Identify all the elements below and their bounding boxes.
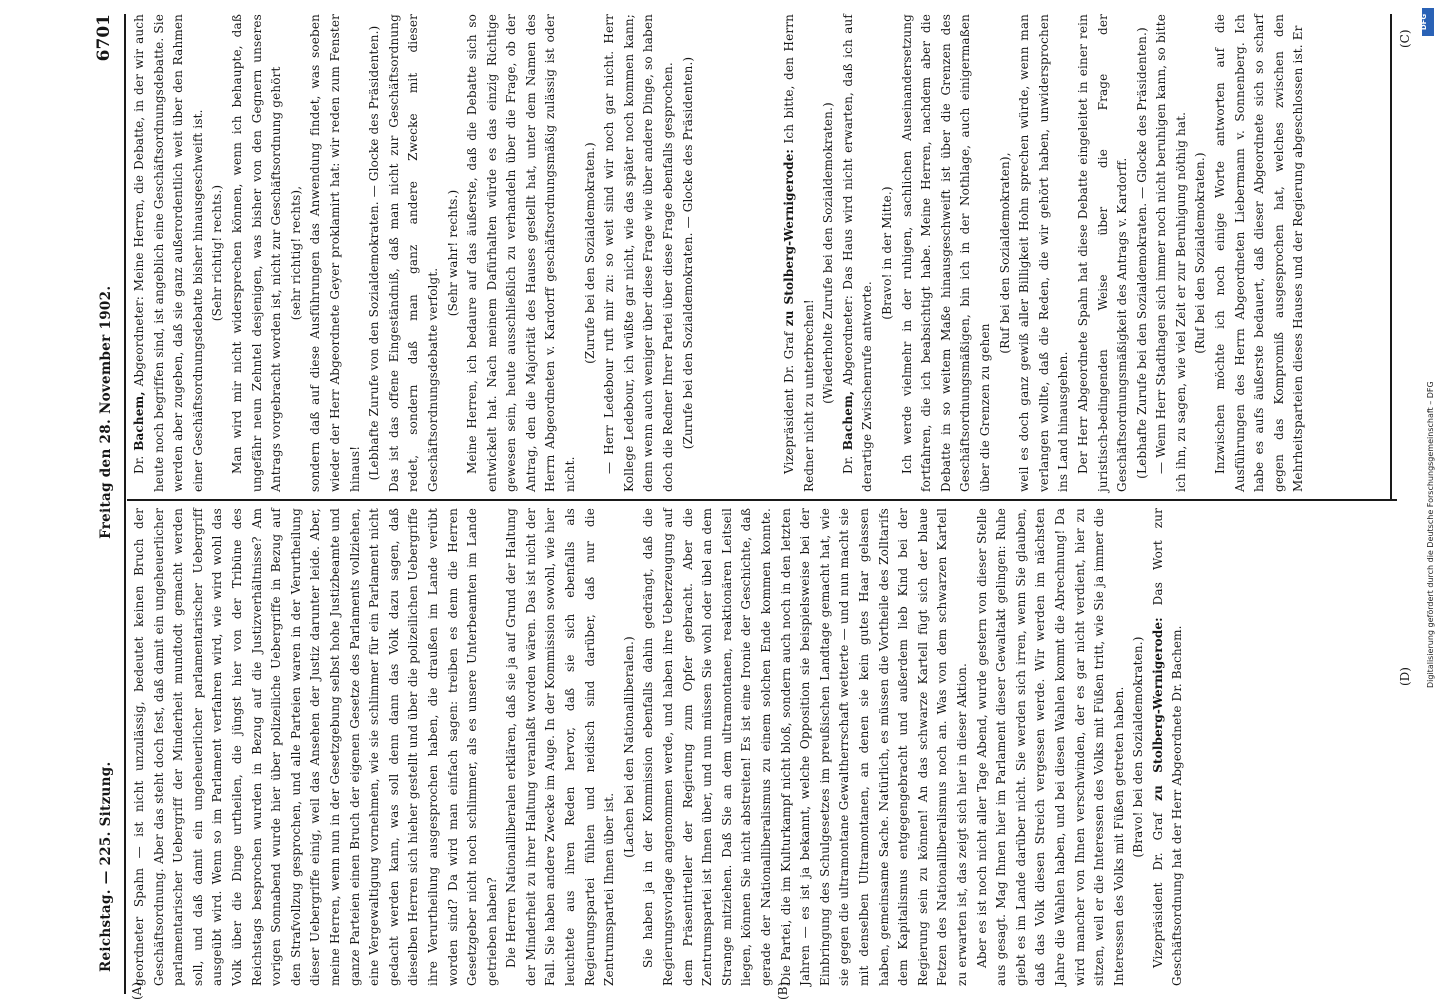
paragraph: Sie haben ja in der Kommission ebenfalls dahin gedrängt, daß die Regierungsvorlage angenommen werde, und haben ihre Ueberzeugung auf dem Präsentirteller der Regierung zum Opfer gebracht. Aber die Zentrumspartei ist Ihnen über, und nun müssen Sie wohl oder übel an dem Strange mitziehen. Daß Sie an dem ultramontanen, reaktionären Leitseil liegen, können Sie nicht abstreiten! Es ist eine Ironie der Geschichte, daß gerade der Nationalliberalismus zu einem solchen Ende kommen konnte. Die Partei, die im Kulturkampf nicht bloß, sondern auch noch in den letzten Jahren — es ist ja bekannt, welche Opposition sie beispielsweise bei der Einbringung des Schulgesetzes im preußischen Landtage gemacht hat, wie sie gegen die ultramontane Gewaltherrschaft wetterte — und nun macht sie mit denselben Ultramontanen, an denen sie kein gutes Haar gelassen haben, gemeinsame Sache. Natürlich, es müssen die Vortheile des Zolltarifs dem Kapitalismus entgegengebracht und außerdem lieb Kind bei der Regierung sein zu können! An das schwarze Kartell fügt sich der blaue Fetzen des Nationalliberalismus noch an. Was von dem schwarzen Kartell zu erwarten ist, das zeigt sich hier in dieser Aktion. — [641, 508, 969, 986]
speaker-name: Bachem, — [840, 390, 855, 451]
interjection: (Sehr richtig! rechts.) — [210, 184, 225, 322]
interjection: (Zurufe bei den Sozialdemokraten. — Glocke des Präsidenten.) — [680, 56, 695, 450]
president-text: Das Wort zur Geschäftsordnung hat der Herr Abgeordnete Dr. Bachem. — [1150, 508, 1185, 986]
paragraph: — Herr Ledebour ruft mir zu: so weit sind wir noch gar nicht. Herr Kollege Ledebour, ich wüßte gar nicht, wie das später noch kommen kann; denn wenn auch weniger über diese Frage wie über andere Dinge, so haben doch die Redner Ihrer Partei über diese Frage ebenfalls gesprochen. — [602, 14, 676, 492]
president-text: Ich bitte, den Herrn Redner nicht zu unterbrechen! — [782, 14, 816, 492]
column-right-lower — [780, 14, 1395, 492]
paragraph: — Wenn Herr Stadthagen sich immer noch nicht beruhigen kann, so bitte ich ihn, zu sagen, wie viel Zeit er zur Beruhigung nöthig hat. — [1154, 14, 1188, 492]
president-remark — [780, 14, 819, 492]
column-right-upper — [130, 14, 775, 492]
interjection: (Bravo! in der Mitte.) — [879, 186, 894, 320]
paragraph: Man wird mir nicht widersprechen können, wenn ich behaupte, daß ungefähr neun Zehntel desjenigen, was bisher von den Gegnern unseres Antrags vorgebracht worden ist, nicht zur Geschäftsordnung gehört — [229, 14, 284, 492]
paragraph: Aber es ist noch nicht aller Tage Abend, wurde gestern von dieser Stelle aus gesagt. Mag Ihnen hier im Parlament dieser Gewaltakt gelingen: Ruhe giebt es im Lande darüber nicht. Sie werden sich irren, wenn Sie glauben, daß das Volk diesen Streich vergessen werde. Wir werden im nächsten Jahre die Wahlen haben, und bei diesen Wahlen kommt die Abrechnung! Da wird mancher von Ihnen verschwinden, der es gar nicht verdient, hier zu sitzen, weil er die Interessen des Volks mit Füßen tritt, wie Sie ja immer die Interessen des Volks mit Füßen getreten haben. — [974, 508, 1126, 986]
interjection: (sehr richtig! rechts), — [288, 185, 303, 321]
page-body — [90, 13, 1428, 1000]
interjection: (Ruf bei den Sozialdemokraten.) — [1193, 152, 1208, 354]
interjection: (Wiederholte Zurufe bei den Sozialdemokraten.) — [821, 102, 836, 404]
paragraph: Inzwischen möchte ich noch einige Worte antworten auf die Ausführungen des Herrn Abgeordneten Liebermann v. Sonnenberg. Ich habe es aufs äußerste bedauert, daß dieser Abgeordnete sich so scharf gegen das Kompromiß ausgesprochen hat, welches zwischen den Mehrheitsparteien dieses Hauses und der Regierung abgeschlossen ist. Er — [1213, 14, 1306, 492]
paragraph: weil es doch ganz gewiß aller Billigkeit Hohn sprechen würde, wenn man verlangen wollte, daß die Reden, die wir gehört haben, unwidersprochen ins Land hinausgehen. — [1017, 14, 1071, 492]
column-divider-left — [127, 499, 1397, 501]
interjection: (Sehr wahr! rechts.) — [445, 189, 460, 317]
speaker-paragraph — [130, 14, 208, 492]
paragraph: Die Herren Nationalliberalen erklären, daß sie ja auf Grund der Haltung der Minderheit zu ihrer Haltung veranlaßt worden wären. Das ist nicht der Fall. Sie haben andere Zwecke im Auge. In der Kommission sowohl, wie hier leuchtete aus ihren Reden hervor, daß sie sich ebenfalls als Regierungspartei fühlen und neidisch sind darüber, daß nur die Zentrumspartei Ihnen über ist. — [504, 508, 617, 986]
speaker-prefix: Dr. — [840, 455, 855, 474]
column-left — [130, 508, 1405, 986]
page-number: 6701 — [94, 14, 114, 62]
digitization-credit: Digitalisierung gefördert durch die Deutsche Forschungsgemeinschaft – DFG — [1426, 381, 1435, 688]
interjection: (Lachen bei den Nationalliberalen.) — [621, 636, 636, 858]
president-prefix: Vizepräsident Dr. Graf — [1150, 812, 1165, 968]
paragraph: Meine Herren, ich bedaure auf das äußerste, daß die Debatte sich so entwickelt hat. Nach meinem Dafürhalten würde es das einzig Richtige gewesen sein, heute ausschließlich zu verhandeln über die Frage, ob der Antrag, den die Majorität des Hauses gestellt hat, unter dem Namen des Herrn Abgeordneten v. Kardorff geschäftsordnungsmäßig zulässig ist oder nicht. — [465, 14, 578, 492]
paragraph: Das ist das offene Eingeständniß, daß man nicht zur Geschäftsordnung redet, sondern daß man ganz andere Zwecke mit dieser Geschäftsordnungsdebatte verfolgt. — [386, 14, 440, 492]
paragraph: sondern daß auf diese Ausführungen das Anwendung findet, was soeben wieder der Herr Abgeordnete Geyer proklamirt hat: wir reden zum Fenster hinaus! — [308, 14, 362, 492]
interjection: (Lebhafte Zurufe bei den Sozialdemokraten. — Glocke des Präsidenten.) — [1134, 27, 1149, 479]
interjection: (Zurufe bei den Sozialdemokraten.) — [582, 142, 597, 364]
president-prefix: Vizepräsident Dr. Graf — [782, 331, 796, 474]
interjection: (Ruf bei den Sozialdemokraten), — [997, 152, 1012, 354]
speaker-paragraph — [839, 14, 878, 492]
interjection: (Lebhafte Zurufe von den Sozialdemokraten. — Glocke des Präsidenten.) — [367, 25, 382, 481]
margin-marker-c: (C) — [1398, 29, 1412, 48]
speaker-text: Abgeordneter: Meine Herren, die Debatte, in der wir auch heute noch begriffen sind, ist angeblich eine Geschäftsordnungsdebatte. Sie werden aber zugeben, daß sie ganz außerordentlich weit über den Rahmen einer Geschäftsordnungsdebatte bisher hinausgeschweift ist. — [132, 13, 205, 492]
speaker-text: Abgeordneter: Das Haus wird nicht erwarten, daß ich auf derartige Zwischenrufe antworte. — [840, 13, 875, 492]
dfg-logo: DFG — [1422, 8, 1434, 36]
header-rule-left — [124, 14, 126, 994]
header-left: Reichstag. — 225. Sitzung. — [98, 761, 114, 972]
speaker-name: Bachem, — [132, 391, 146, 451]
header-date: Freitag den 28. November 1902. — [98, 285, 114, 539]
paragraph: geordneter Spahn — ist nicht unzulässig, bedeutet keinen Bruch der Geschäftsordnung. Aber das steht doch fest, daß damit ein ungeheuerlicher parlamentarischer Uebergriff der Minderheit mundtodt gemacht werden soll, und daß damit ein ungeheuerlicher parlamentarischer Uebergriff ausgeübt wird. Wenn so im Parlament verfahren wird, wie wird wohl das Volk über die Dinge urtheilen, die jüngst hier von der Tribüne des Reichstags besprochen wurden in Bezug auf die Justizverhältnisse? Am vorigen Sonnabend wurde hier über polizeiliche Uebergriffe in Bezug auf den Strafvollzug gesprochen, und alle Parteien waren in der Verurtheilung dieser Uebergriffe einig, weil das Ansehen der Justiz darunter leide. Aber, meine Herren, wenn nun in der Gesetzgebung selbst hohe Justizbeamte und ganze Parteien einen Bruch der eigenen Gesetze des Parlaments vollziehen, eine Vergewaltigung vornehmen, wie sie schlimmer für ein Parlament nicht gedacht werden kann, was soll denn dann das Volk dazu sagen, daß dieselben Herren sich hieher gestellt und über die polizeilichen Uebergriffe ihre Verurtheilung ausgesprochen haben, die draußen im Lande verübt worden sind? Da wird man einfach sagen: treiben es denn die Herren Gesetzgeber nicht noch schlimmer, als es unsere Unterbeamten im Lande getrieben haben? — [132, 508, 499, 986]
margin-marker-b: (B) — [776, 981, 790, 1000]
margin-marker-d: (D) — [1398, 667, 1412, 686]
speaker-prefix: Dr. — [132, 455, 146, 474]
paragraph: Ich werde vielmehr in der ruhigen, sachlichen Auseinandersetzung fortfahren, die ich beabsichtigt habe. Meine Herren, nachdem aber die Debatte in so weitem Maße hinausgeschweift ist über die Grenzen des Geschäftsordnungsmäßigen, bin ich in der Nothlage, auch einigermaßen über die Grenzen zu gehen — [899, 14, 992, 492]
president-remark — [1149, 508, 1188, 986]
interjection: (Bravo! bei den Sozialdemokraten.) — [1131, 636, 1146, 858]
margin-marker-a: (A) — [130, 981, 144, 1000]
running-header — [90, 14, 124, 986]
paragraph: Der Herr Abgeordnete Spahn hat diese Debatte eingeleitet in einer rein juristisch-bedingenden Weise über die Frage der Geschäftsordnungsmäßigkeit des Antrags v. Kardorff. — [1075, 14, 1130, 492]
president-name: zu Stolberg-Wernigerode: — [1150, 617, 1165, 801]
president-name: zu Stolberg-Wernigerode: — [782, 149, 796, 327]
